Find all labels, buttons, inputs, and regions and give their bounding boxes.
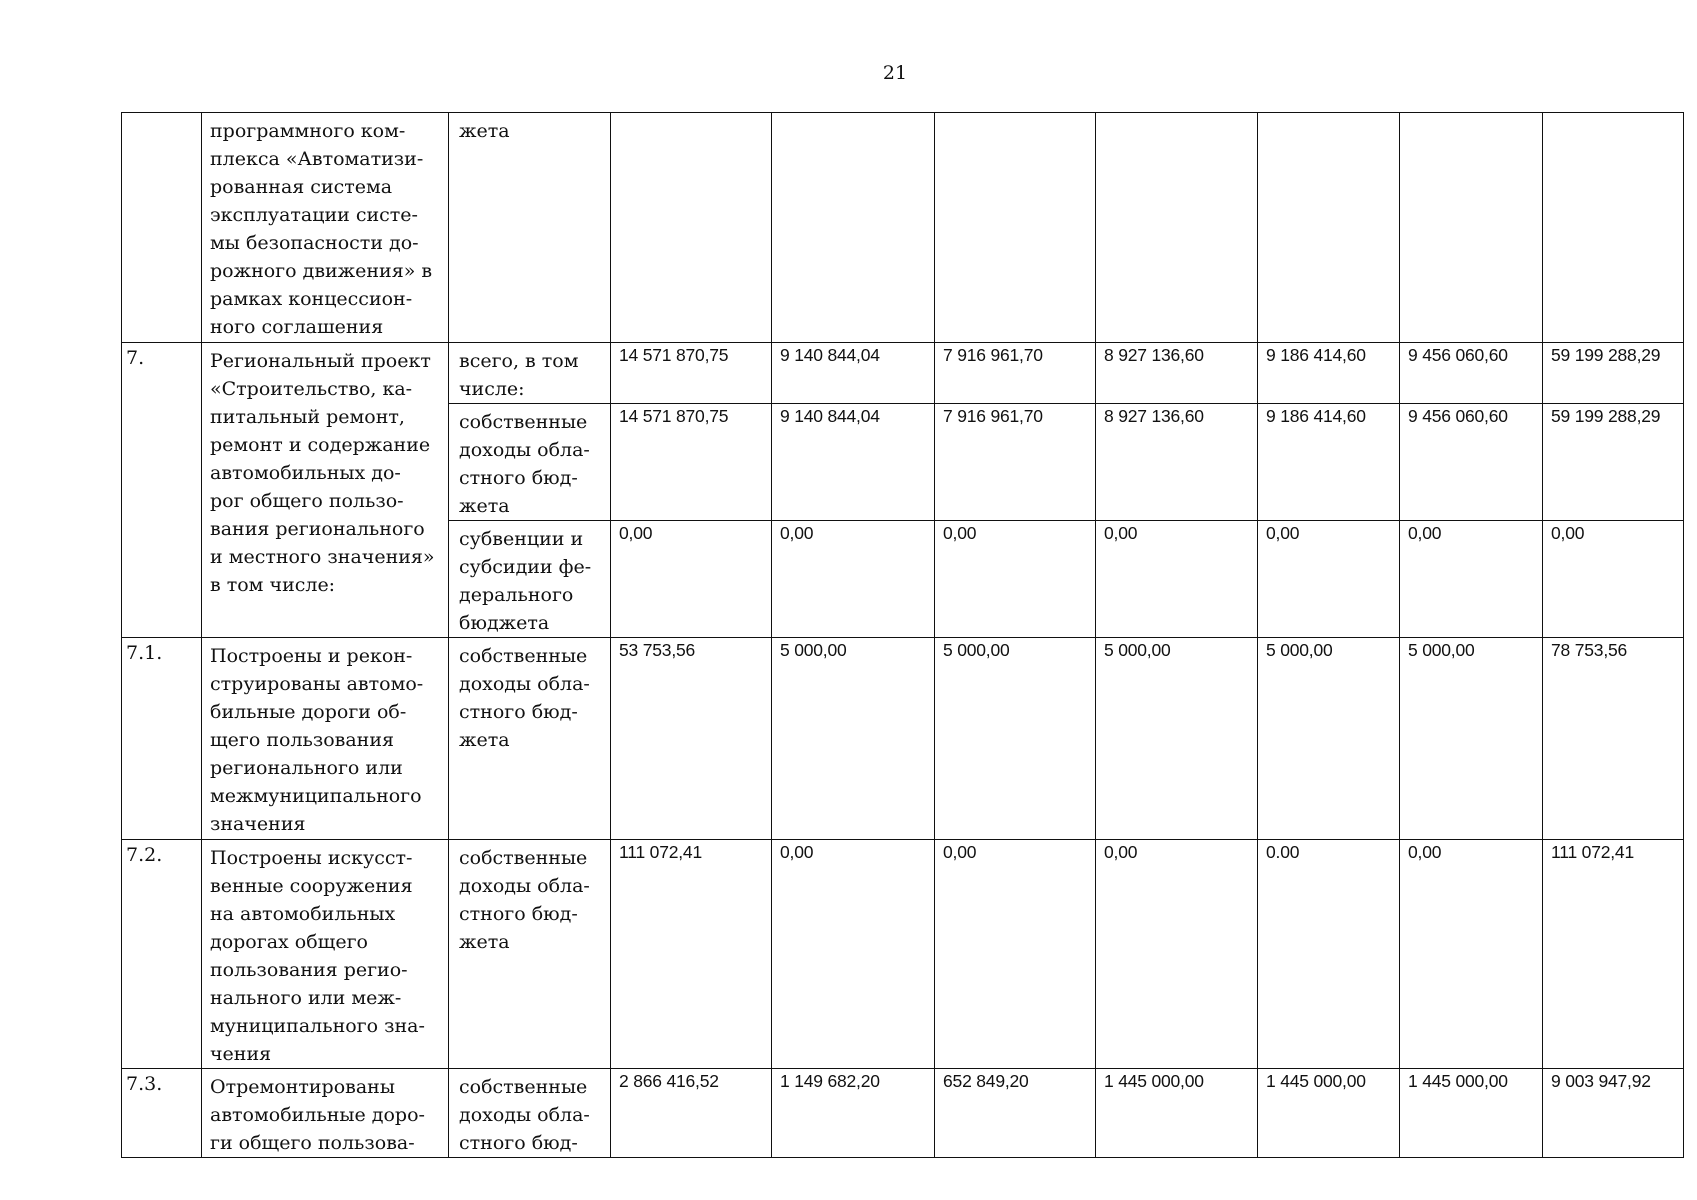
- text-line: автомобильные доро-: [210, 1104, 425, 1126]
- description-cell: [202, 1069, 449, 1158]
- text-line: стного бюд-: [459, 1132, 578, 1154]
- total-value-cell: 59 199 288,29: [1543, 404, 1684, 521]
- text-line: «Строительство, ка-: [210, 378, 413, 400]
- year-value-cell: [1096, 113, 1258, 343]
- text-line: Построены искусст-: [210, 847, 413, 869]
- year-value-cell: 0,00: [935, 840, 1096, 1069]
- year-value-cell: [611, 113, 772, 343]
- text-line: чения: [210, 1043, 272, 1065]
- text-line: стного бюд-: [459, 701, 578, 723]
- year-value-cell: 0,00: [611, 521, 772, 638]
- year-value-cell: 53 753,56: [611, 638, 772, 840]
- year-value-cell: 1 445 000,00: [1400, 1069, 1543, 1158]
- year-value-cell: 5 000,00: [1258, 638, 1400, 840]
- table-row: [122, 638, 1684, 840]
- total-value-cell: [1543, 113, 1684, 343]
- text-line: жета: [459, 931, 510, 953]
- funding-source-cell: [449, 1069, 611, 1158]
- text-line: нального или меж-: [210, 987, 402, 1009]
- text-line: в том числе:: [210, 574, 336, 596]
- text-line: числе:: [459, 378, 525, 400]
- text-line: на автомобильных: [210, 903, 396, 925]
- text-line: всего, в том: [459, 350, 579, 372]
- year-value-cell: 5 000,00: [772, 638, 935, 840]
- total-value-cell: 9 003 947,92: [1543, 1069, 1684, 1158]
- text-line: доходы обла-: [459, 673, 590, 695]
- year-value-cell: 9 186 414,60: [1258, 404, 1400, 521]
- year-value-cell: 0,00: [935, 521, 1096, 638]
- text-line: жета: [459, 495, 510, 517]
- year-value-cell: [1258, 113, 1400, 343]
- year-value-cell: 7 916 961,70: [935, 404, 1096, 521]
- year-value-cell: 0,00: [1400, 521, 1543, 638]
- text-line: собственные: [459, 847, 588, 869]
- year-value-cell: 7 916 961,70: [935, 343, 1096, 404]
- text-line: пользования регио-: [210, 959, 408, 981]
- text-line: и местного значения»: [210, 546, 435, 568]
- funding-source-cell: [449, 840, 611, 1069]
- funding-source-cell: [449, 638, 611, 840]
- row-number-cell: 7.3.: [122, 1069, 202, 1158]
- year-value-cell: 0,00: [1096, 521, 1258, 638]
- text-line: бильные дороги об-: [210, 701, 407, 723]
- year-value-cell: 5 000,00: [935, 638, 1096, 840]
- year-value-cell: 0.00: [1258, 840, 1400, 1069]
- description-cell: [202, 840, 449, 1069]
- text-line: стного бюд-: [459, 903, 578, 925]
- table-row: [122, 343, 1684, 404]
- year-value-cell: 0,00: [1258, 521, 1400, 638]
- row-number-cell: 7.1.: [122, 638, 202, 840]
- row-number-cell: 7.2.: [122, 840, 202, 1069]
- year-value-cell: [1400, 113, 1543, 343]
- text-line: программного ком-: [210, 120, 406, 142]
- text-line: ги общего пользова-: [210, 1132, 415, 1154]
- text-line: питальный ремонт,: [210, 406, 405, 428]
- year-value-cell: 8 927 136,60: [1096, 404, 1258, 521]
- text-line: рованная система: [210, 176, 393, 198]
- text-line: регионального или: [210, 757, 403, 779]
- text-line: струированы автомо-: [210, 673, 424, 695]
- text-line: жета: [459, 729, 510, 751]
- text-line: дорогах общего: [210, 931, 368, 953]
- year-value-cell: 14 571 870,75: [611, 343, 772, 404]
- description-cell: [202, 343, 449, 638]
- year-value-cell: 9 140 844,04: [772, 343, 935, 404]
- text-line: собственные: [459, 645, 588, 667]
- year-value-cell: 5 000,00: [1096, 638, 1258, 840]
- text-line: муниципального зна-: [210, 1015, 425, 1037]
- table-body: [122, 113, 1684, 1158]
- text-line: вания регионального: [210, 518, 425, 540]
- text-line: собственные: [459, 1076, 588, 1098]
- text-line: значения: [210, 813, 306, 835]
- text-line: дерального: [459, 584, 574, 606]
- funding-source-cell: [449, 113, 611, 343]
- year-value-cell: 1 445 000,00: [1258, 1069, 1400, 1158]
- text-line: плекса «Автоматизи-: [210, 148, 424, 170]
- total-value-cell: 59 199 288,29: [1543, 343, 1684, 404]
- description-cell: [202, 638, 449, 840]
- text-line: субвенции и: [459, 528, 584, 550]
- year-value-cell: 9 456 060,60: [1400, 404, 1543, 521]
- text-line: собственные: [459, 411, 588, 433]
- text-line: Построены и рекон-: [210, 645, 413, 667]
- text-line: рожного движения» в: [210, 260, 433, 282]
- text-line: доходы обла-: [459, 439, 590, 461]
- year-value-cell: 1 445 000,00: [1096, 1069, 1258, 1158]
- year-value-cell: [772, 113, 935, 343]
- year-value-cell: 9 456 060,60: [1400, 343, 1543, 404]
- row-number-cell: [122, 113, 202, 343]
- text-line: ного соглашения: [210, 316, 384, 338]
- year-value-cell: 0,00: [772, 521, 935, 638]
- page-number: 21: [882, 62, 908, 84]
- text-line: рог общего пользо-: [210, 490, 404, 512]
- text-line: венные сооружения: [210, 875, 413, 897]
- text-line: щего пользования: [210, 729, 394, 751]
- year-value-cell: 652 849,20: [935, 1069, 1096, 1158]
- budget-table: [121, 112, 1684, 1158]
- row-number-cell: 7.: [122, 343, 202, 638]
- description-cell: [202, 113, 449, 343]
- year-value-cell: 14 571 870,75: [611, 404, 772, 521]
- year-value-cell: 0,00: [1400, 840, 1543, 1069]
- text-line: стного бюд-: [459, 467, 578, 489]
- funding-source-cell: [449, 343, 611, 404]
- year-value-cell: 0,00: [772, 840, 935, 1069]
- year-value-cell: 8 927 136,60: [1096, 343, 1258, 404]
- text-line: автомобильных до-: [210, 462, 401, 484]
- year-value-cell: [935, 113, 1096, 343]
- year-value-cell: 111 072,41: [611, 840, 772, 1069]
- table-row: [122, 1069, 1684, 1158]
- text-line: эксплуатации систе-: [210, 204, 418, 226]
- table-row: [122, 840, 1684, 1069]
- text-line: мы безопасности до-: [210, 232, 419, 254]
- year-value-cell: 1 149 682,20: [772, 1069, 935, 1158]
- text-line: жета: [459, 120, 510, 142]
- text-line: доходы обла-: [459, 875, 590, 897]
- text-line: Региональный проект: [210, 350, 431, 372]
- year-value-cell: 0,00: [1096, 840, 1258, 1069]
- year-value-cell: 9 140 844,04: [772, 404, 935, 521]
- text-line: доходы обла-: [459, 1104, 590, 1126]
- text-line: бюджета: [459, 612, 550, 634]
- total-value-cell: 111 072,41: [1543, 840, 1684, 1069]
- text-line: межмуниципального: [210, 785, 422, 807]
- year-value-cell: 9 186 414,60: [1258, 343, 1400, 404]
- text-line: рамках концессион-: [210, 288, 413, 310]
- total-value-cell: 78 753,56: [1543, 638, 1684, 840]
- text-line: ремонт и содержание: [210, 434, 431, 456]
- funding-source-cell: [449, 521, 611, 638]
- table-row: [122, 113, 1684, 343]
- year-value-cell: 5 000,00: [1400, 638, 1543, 840]
- total-value-cell: 0,00: [1543, 521, 1684, 638]
- year-value-cell: 2 866 416,52: [611, 1069, 772, 1158]
- text-line: субсидии фе-: [459, 556, 592, 578]
- text-line: Отремонтированы: [210, 1076, 395, 1098]
- funding-source-cell: [449, 404, 611, 521]
